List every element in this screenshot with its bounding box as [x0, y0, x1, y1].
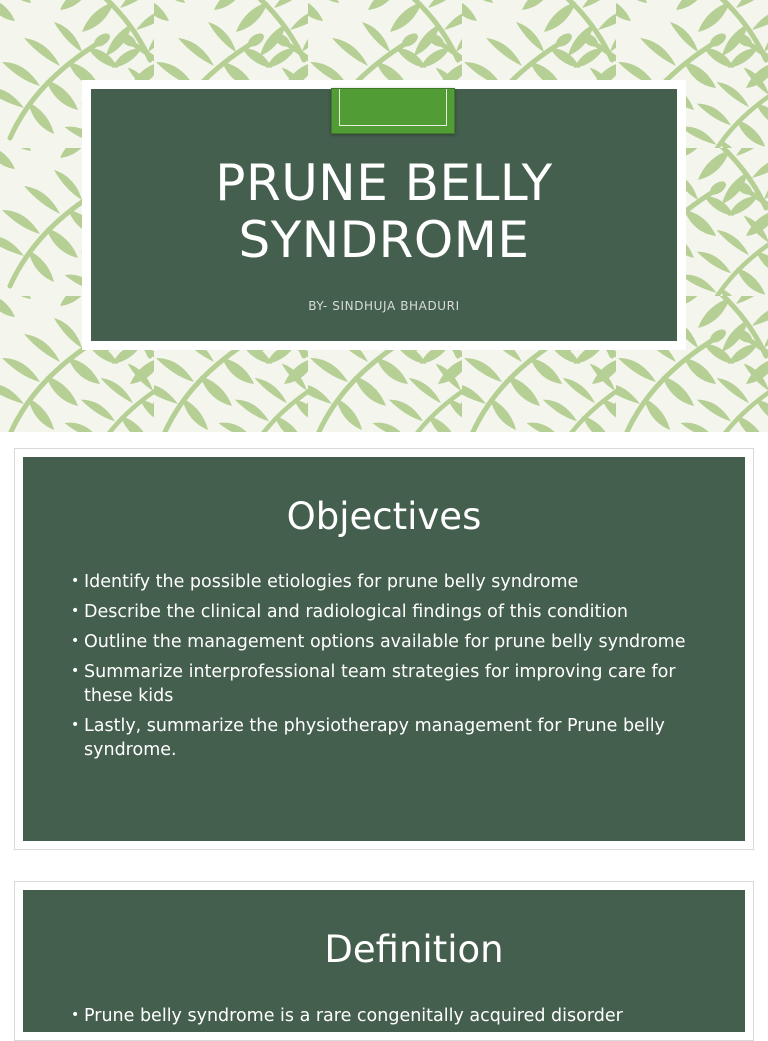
- list-item: • Describe the clinical and radiological findings of this condition: [71, 600, 705, 624]
- bullet-list: [71, 570, 705, 768]
- slide-subtitle: BY- SINDHUJA BHADURI: [308, 299, 460, 313]
- slide-heading: Definition: [324, 928, 504, 971]
- slide-title: PRUNE BELLY SYNDROME: [215, 154, 553, 269]
- title-panel: [91, 89, 677, 341]
- list-item: • Prune belly syndrome is a rare congenitally acquired disorder: [71, 1004, 705, 1028]
- objectives-slide[interactable]: [14, 448, 754, 850]
- list-item: • Summarize interprofessional team strategies for improving care for these kids: [71, 660, 705, 708]
- definition-slide[interactable]: [14, 881, 754, 1041]
- accent-tab: [331, 88, 455, 134]
- slide-panel: [23, 457, 745, 841]
- list-item: • Lastly, summarize the physiotherapy management for Prune belly syndrome.: [71, 714, 705, 762]
- accent-tab-inner: [339, 89, 447, 126]
- list-item: • Outline the management options available for prune belly syndrome: [71, 630, 705, 654]
- title-slide[interactable]: [0, 0, 768, 432]
- slide-heading: Objectives: [286, 495, 482, 538]
- list-item: • Identify the possible etiologies for prune belly syndrome: [71, 570, 705, 594]
- title-frame: [82, 80, 686, 350]
- slide-panel: [23, 890, 745, 1032]
- bullet-list: [71, 1004, 705, 1034]
